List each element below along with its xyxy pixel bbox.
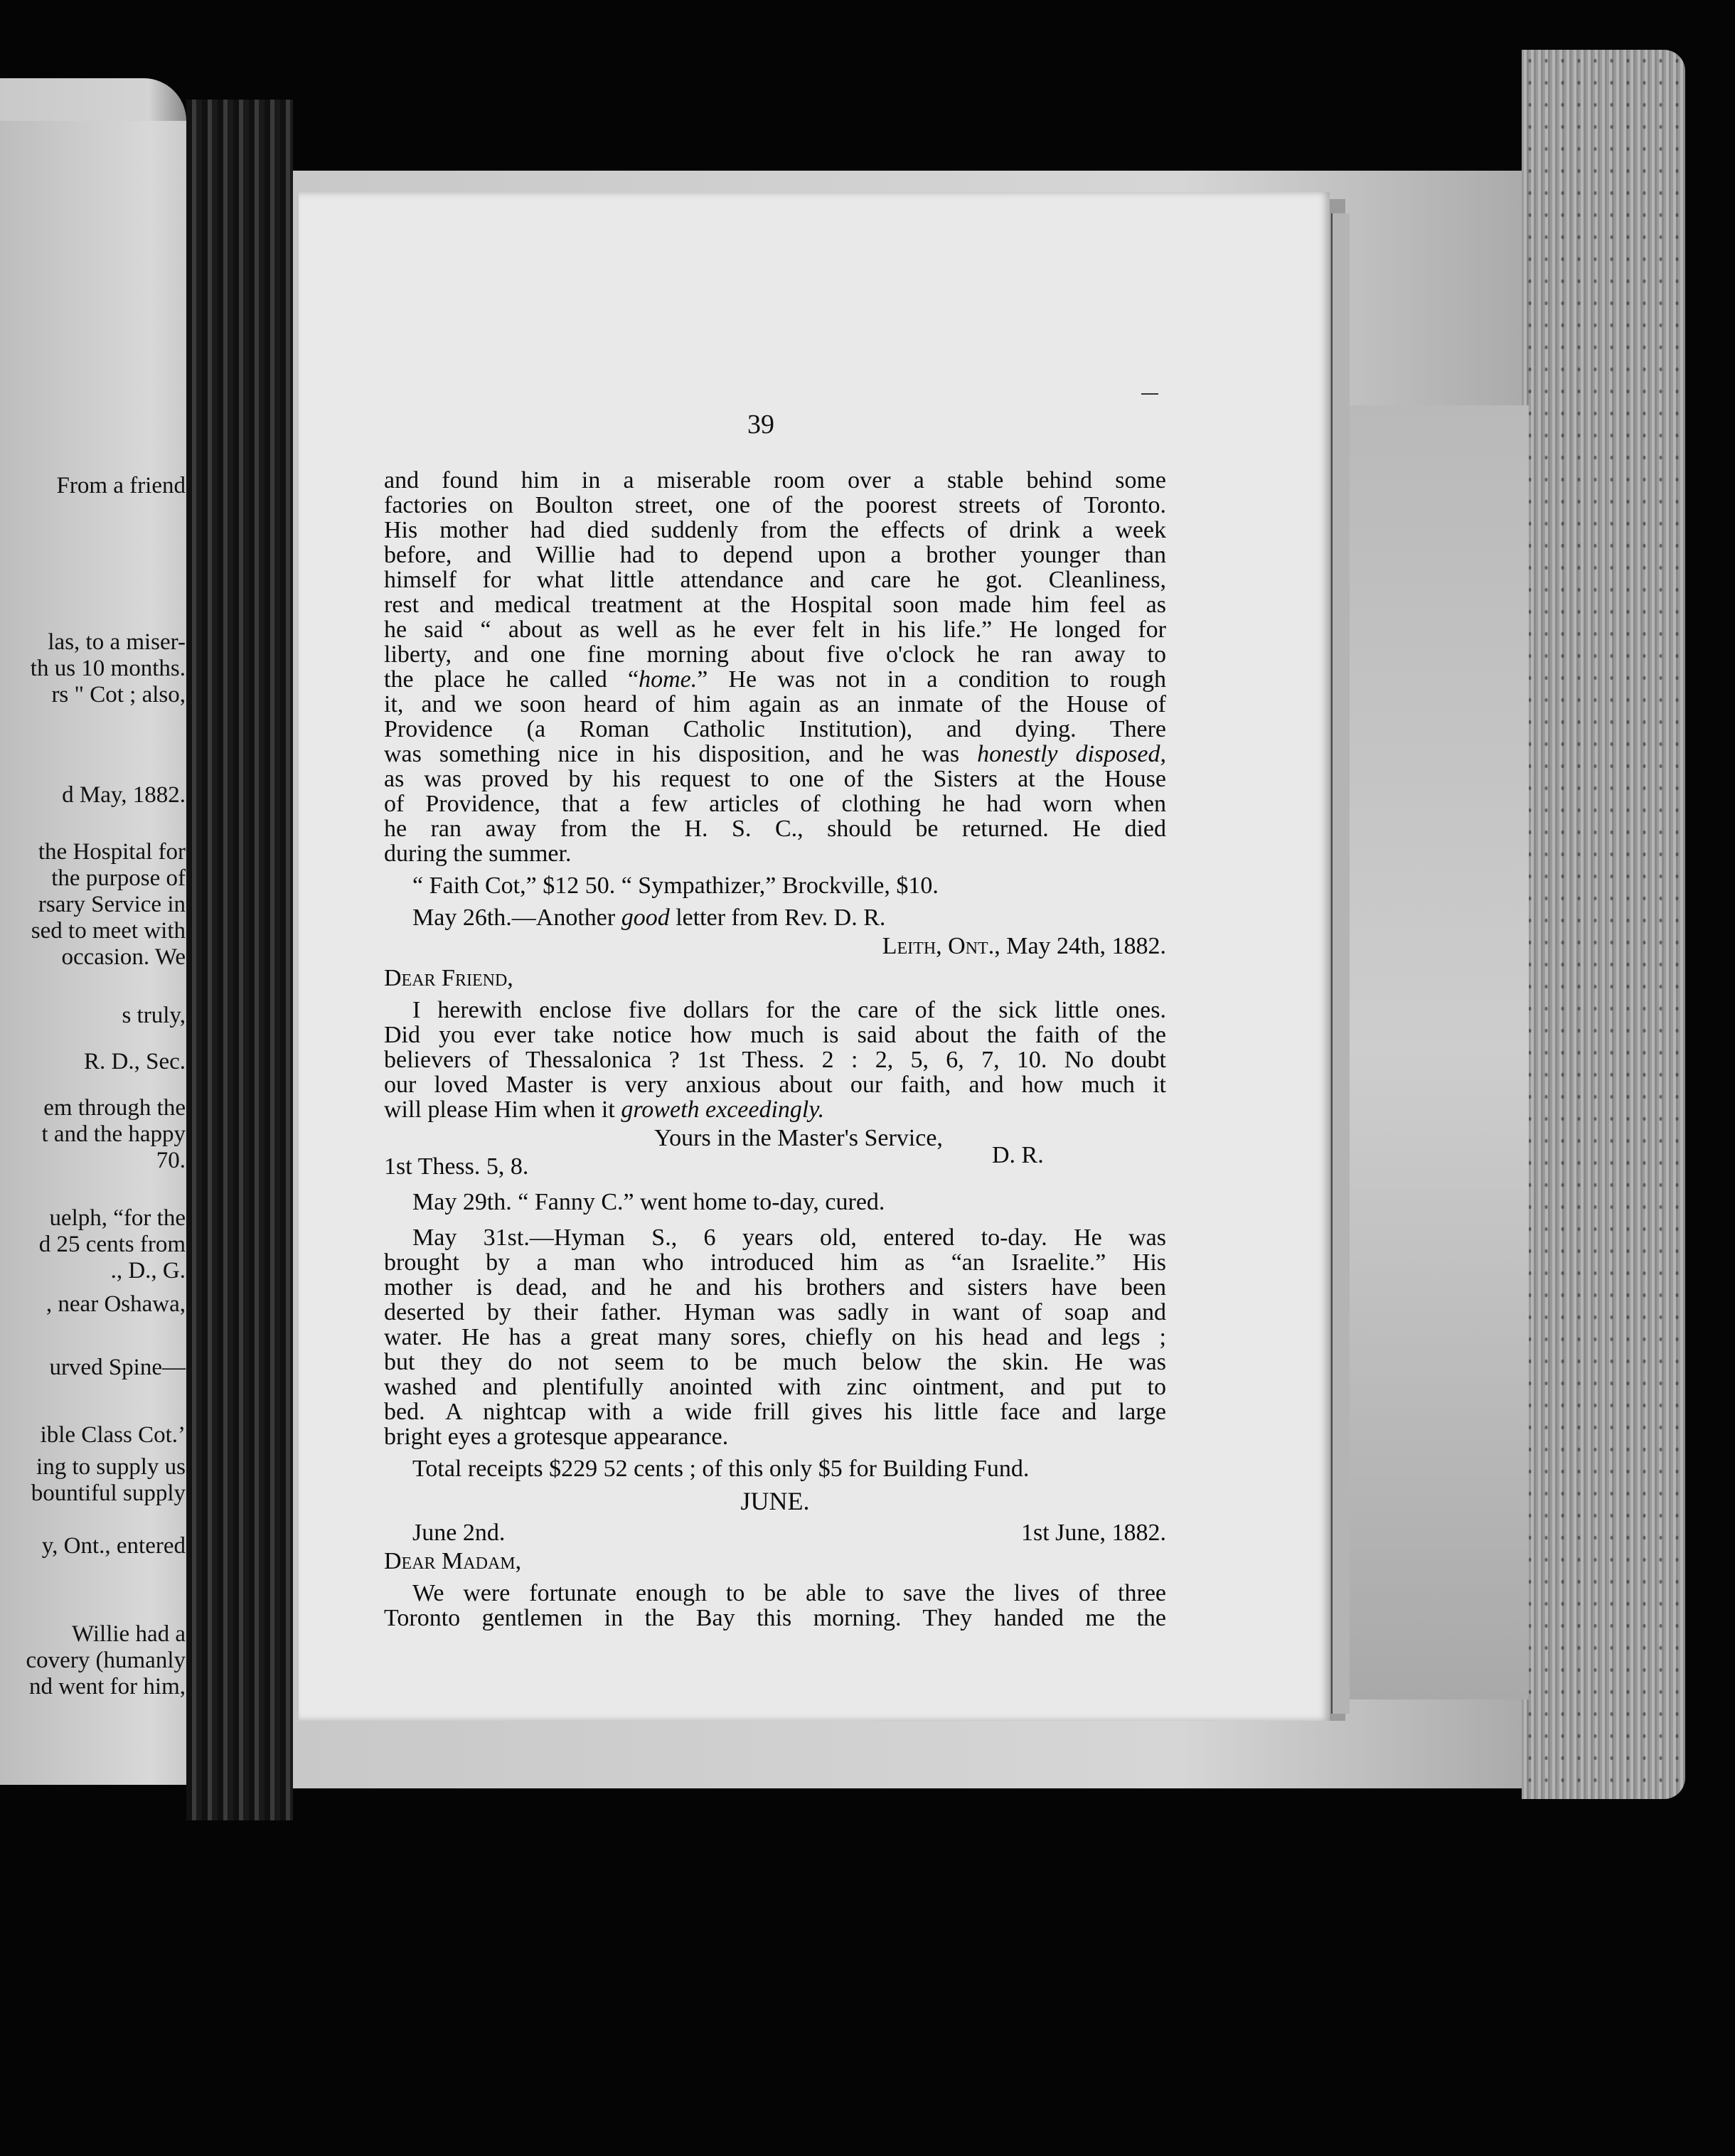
letter-closing: Yours in the Master's Service, [654, 1125, 943, 1151]
entry-may-29: May 29th. “ Fanny C.” went home to-day, cured. [412, 1189, 885, 1215]
text-line: deserted by their father. Hyman was sadly in want of soap and [384, 1299, 1166, 1325]
text-line: but they do not seem to be much below the skin. He was [384, 1349, 1166, 1375]
text-line: it, and we soon heard of him again as an inmate of the House of [384, 691, 1166, 717]
text-line: brought by a man who introduced him as “an Israelite.” His [384, 1249, 1166, 1276]
text-fragment: ” He was not in a condition to rough [697, 666, 1167, 693]
text-line: before, and Willie had to depend upon a brother younger than [384, 542, 1166, 568]
text-line: he said “ about as well as he ever felt in his life.” He longed for [384, 617, 1166, 643]
text-fragment: May 26th.—Another [412, 904, 621, 931]
left-line: R. D., Sec. [84, 1049, 186, 1074]
left-line: bountiful supply [31, 1480, 186, 1506]
text-line: of Providence, that a few articles of clothing he had worn when [384, 791, 1166, 817]
letter-dateline: 1st June, 1882. [1021, 1520, 1166, 1546]
left-line: nd went for him, [29, 1674, 186, 1699]
letter-salutation: Dear Friend, [384, 965, 513, 991]
left-line: urved Spine— [49, 1355, 186, 1380]
text-fragment: letter from Rev. D. R. [669, 904, 886, 931]
text-line [384, 741, 1166, 768]
signature-name: D. R. [992, 1142, 1044, 1168]
left-line: Willie had a [72, 1621, 186, 1647]
left-line: sed to meet with [31, 918, 186, 944]
text-line: May 31st.—Hyman S., 6 years old, entered to-day. He was [412, 1224, 1166, 1251]
text-line: liberty, and one fine morning about five o'clock he ran away to [384, 641, 1166, 668]
letter-date: , May 24th, 1882. [994, 933, 1166, 959]
total-receipts: Total receipts $229 52 cents ; of this only $5 for Building Fund. [412, 1456, 1030, 1482]
letter-salutation: Dear Madam, [384, 1548, 522, 1574]
month-heading: JUNE. [740, 1487, 810, 1515]
stray-mark [1141, 393, 1158, 395]
left-line: ing to supply us [36, 1454, 186, 1480]
text-line: bed. A nightcap with a wide frill gives his little face and large [384, 1399, 1166, 1425]
page-edge-specks [1522, 50, 1685, 1799]
text-fragment: will please Him when it [384, 1096, 621, 1123]
text-line: factories on Boulton street, one of the poorest streets of Toronto. [384, 492, 1166, 518]
text-line: our loved Master is very anxious about our faith, and how much it [384, 1072, 1166, 1098]
text-line: Toronto gentlemen in the Bay this morning. They handed me the [384, 1605, 1166, 1631]
text-line: Did you ever take notice how much is said about the faith of the [384, 1022, 1166, 1048]
left-line: 70. [156, 1148, 186, 1173]
text-line: water. He has a great many sores, chiefly on his head and legs ; [384, 1324, 1166, 1350]
left-line: , near Oshawa, [46, 1291, 186, 1317]
text-line [384, 666, 1166, 693]
book-gutter [186, 100, 293, 1820]
signature-reference: 1st Thess. 5, 8. [384, 1153, 529, 1180]
left-line: the purpose of [51, 865, 186, 891]
italic-word: home. [639, 666, 698, 693]
left-line: em through the [43, 1095, 186, 1121]
text-line: bright eyes a grotesque appearance. [384, 1424, 729, 1450]
left-line: las, to a miser- [48, 629, 186, 655]
left-line: rs " Cot ; also, [51, 682, 186, 708]
italic-word: honestly disposed, [977, 741, 1166, 767]
text-line: We were fortunate enough to be able to save the lives of three [412, 1580, 1166, 1606]
text-line: believers of Thessalonica ? 1st Thess. 2 : 2, 5, 6, 7, 10. No doubt [384, 1047, 1166, 1073]
left-line: occasion. We [61, 944, 186, 970]
left-line: d 25 cents from [38, 1232, 186, 1257]
text-line: himself for what little attendance and care he got. Cleanliness, [384, 567, 1166, 593]
left-line: y, Ont., entered [41, 1533, 186, 1559]
left-line: ., D., G. [110, 1258, 186, 1284]
text-line: and found him in a miserable room over a stable behind some [384, 467, 1166, 493]
text-line [384, 1096, 1166, 1124]
letter-place: Leith, Ont. [882, 933, 995, 959]
text-line: he ran away from the H. S. C., should be returned. He died [384, 816, 1166, 842]
left-line: the Hospital for [38, 839, 186, 865]
left-line: t and the happy [41, 1121, 186, 1147]
left-line: uelph, “for the [49, 1205, 186, 1231]
left-line: th us 10 months. [30, 656, 186, 681]
left-line: s truly, [122, 1003, 186, 1028]
left-line: ible Class Cot.’ [40, 1422, 186, 1448]
italic-phrase: groweth exceedingly. [621, 1096, 825, 1123]
left-line: covery (humanly [26, 1648, 186, 1673]
underlying-page [1337, 405, 1529, 1699]
left-line: From a friend [56, 473, 186, 498]
left-line: rsary Service in [38, 892, 186, 917]
text-fragment: was something nice in his disposition, and he was [384, 741, 978, 767]
text-line: as was proved by his request to one of the Sisters at the House [384, 766, 1166, 792]
left-line: d May, 1882. [62, 782, 186, 808]
text-line: Providence (a Roman Catholic Institution), and dying. There [384, 716, 1166, 742]
text-line: washed and plentifully anointed with zinc ointment, and put to [384, 1374, 1166, 1400]
italic-word: good [621, 904, 670, 931]
text-line: His mother had died suddenly from the effects of drink a week [384, 517, 1166, 543]
entry-may-26 [412, 904, 1166, 932]
text-fragment: the place he called “ [384, 666, 639, 693]
donation-line: “ Faith Cot,” $12 50. “ Sympathizer,” Brockville, $10. [412, 872, 939, 899]
text-line: during the summer. [384, 840, 572, 867]
entry-june-2: June 2nd. [412, 1520, 506, 1546]
text-line: I herewith enclose five dollars for the care of the sick little ones. [412, 997, 1166, 1023]
page-number: 39 [747, 410, 774, 439]
text-line: mother is dead, and he and his brothers and sisters have been [384, 1274, 1166, 1301]
page-stack-edge [1331, 213, 1350, 1714]
letter-dateline [384, 933, 1166, 960]
text-line: rest and medical treatment at the Hospital soon made him feel as [384, 592, 1166, 618]
